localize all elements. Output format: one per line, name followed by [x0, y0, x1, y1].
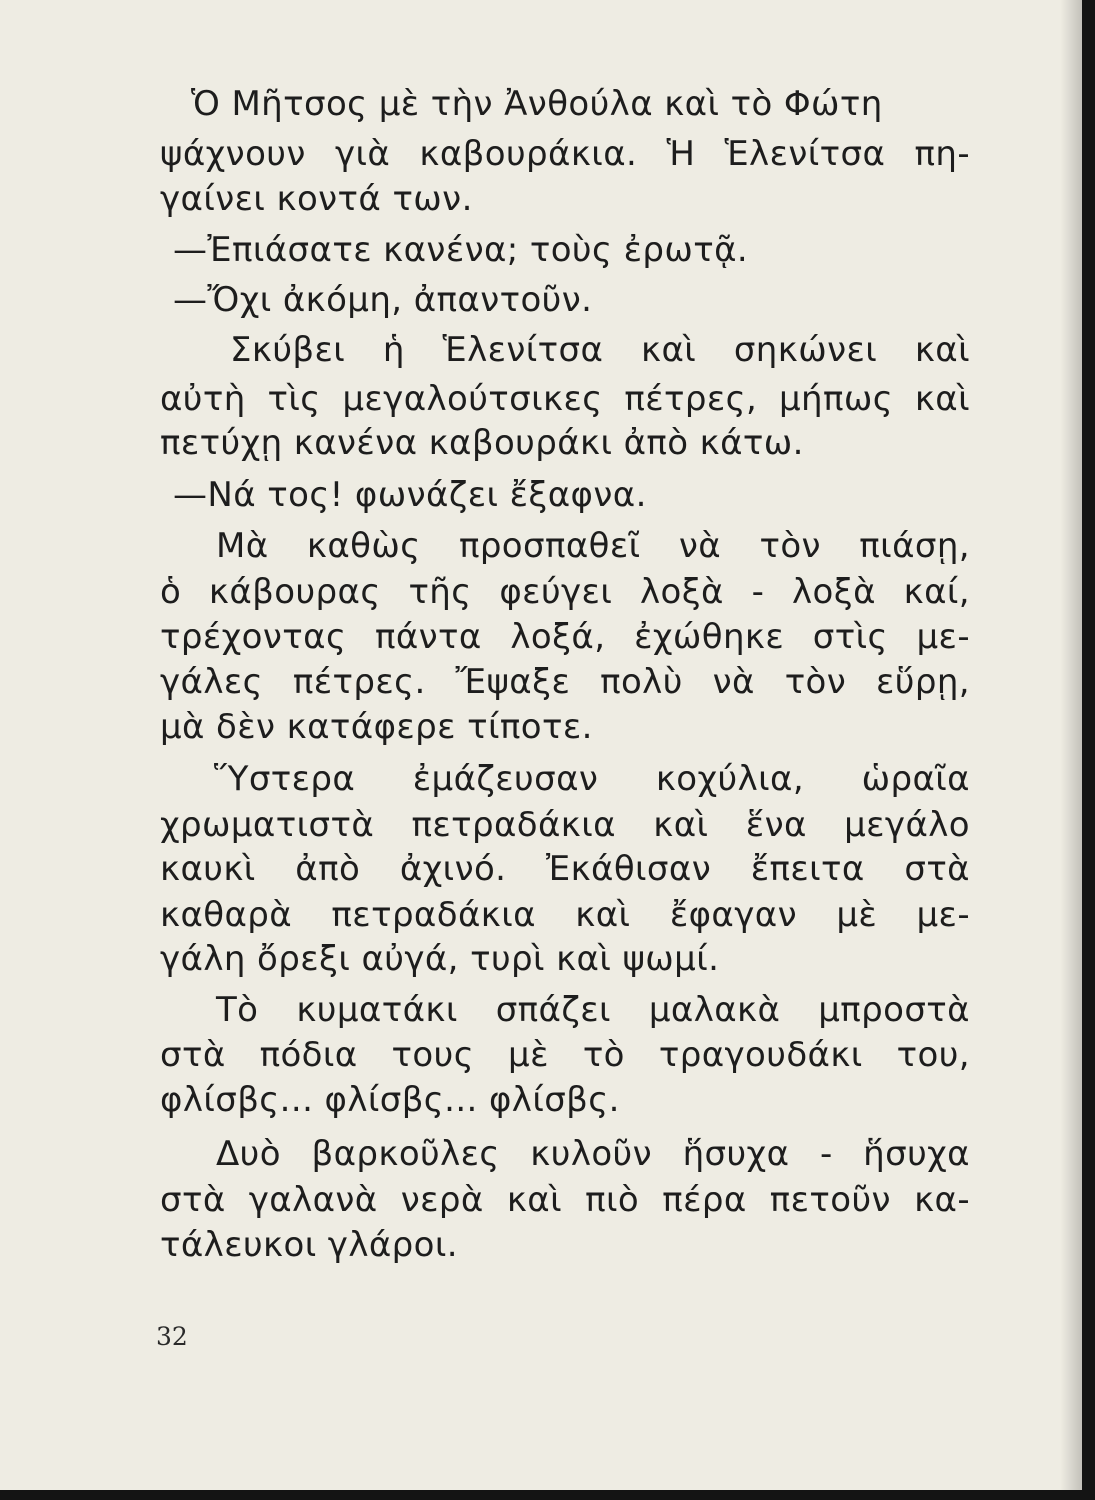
- text-line-4: —Ἐπιάσατε κανένα; τοὺς ἐρωτᾷ.: [173, 230, 749, 270]
- text-line-24: στὰ γαλανὰ νερὰ καὶ πιὸ πέρα πετοῦν κα-: [160, 1180, 970, 1220]
- text-line-3: γαίνει κοντά των.: [160, 179, 473, 219]
- text-line-15: Ὕστερα ἐμάζευσαν κοχύλια, ὡραῖα: [214, 759, 970, 799]
- text-line-20: Τὸ κυματάκι σπάζει μαλακὰ μπροστὰ: [216, 990, 970, 1030]
- page-number: 32: [156, 1322, 188, 1351]
- text-line-18: καθαρὰ πετραδάκια καὶ ἔφαγαν μὲ με-: [160, 895, 970, 935]
- text-line-14: μὰ δὲν κατάφερε τίποτε.: [160, 707, 593, 747]
- text-line-12: τρέχοντας πάντα λοξά, ἐχώθηκε στὶς με-: [160, 617, 970, 657]
- text-line-22: φλίσβς... φλίσβς... φλίσβς.: [160, 1080, 620, 1120]
- text-line-5: —Ὄχι ἀκόμη, ἀπαντοῦν.: [173, 280, 593, 320]
- text-line-19: γάλη ὄρεξι αὐγά, τυρὶ καὶ ψωμί.: [160, 939, 720, 979]
- page-edge-shadow: [1060, 0, 1082, 1490]
- text-line-25: τάλευκοι γλάροι.: [160, 1225, 458, 1265]
- text-line-10: Μὰ καθὼς προσπαθεῖ νὰ τὸν πιάσῃ,: [216, 526, 970, 566]
- text-line-8: πετύχῃ κανένα καβουράκι ἀπὸ κάτω.: [160, 423, 804, 463]
- text-line-6: Σκύβει ἡ Ἑλενίτσα καὶ σηκώνει καὶ: [230, 330, 970, 370]
- text-line-16: χρωματιστὰ πετραδάκια καὶ ἕνα μεγάλο: [160, 805, 970, 845]
- text-line-13: γάλες πέτρες. Ἔψαξε πολὺ νὰ τὸν εὕρῃ,: [160, 662, 970, 702]
- text-line-9: —Νά τος! φωνάζει ἔξαφνα.: [173, 475, 647, 515]
- text-line-11: ὁ κάβουρας τῆς φεύγει λοξὰ - λοξὰ καί,: [160, 572, 970, 612]
- text-line-1: Ὁ Μῆτσος μὲ τὴν Ἀνθούλα καὶ τὸ Φώτη: [191, 84, 883, 124]
- text-line-17: καυκὶ ἀπὸ ἀχινό. Ἐκάθισαν ἔπειτα στὰ: [160, 849, 970, 889]
- text-line-7: αὐτὴ τὶς μεγαλούτσικες πέτρες, μήπως καὶ: [160, 379, 970, 419]
- text-line-21: στὰ πόδια τους μὲ τὸ τραγουδάκι του,: [160, 1035, 970, 1075]
- text-line-2: ψάχνουν γιὰ καβουράκια. Ἡ Ἑλενίτσα πη-: [160, 134, 970, 174]
- text-line-23: Δυὸ βαρκοῦλες κυλοῦν ἥσυχα - ἥσυχα: [216, 1134, 970, 1174]
